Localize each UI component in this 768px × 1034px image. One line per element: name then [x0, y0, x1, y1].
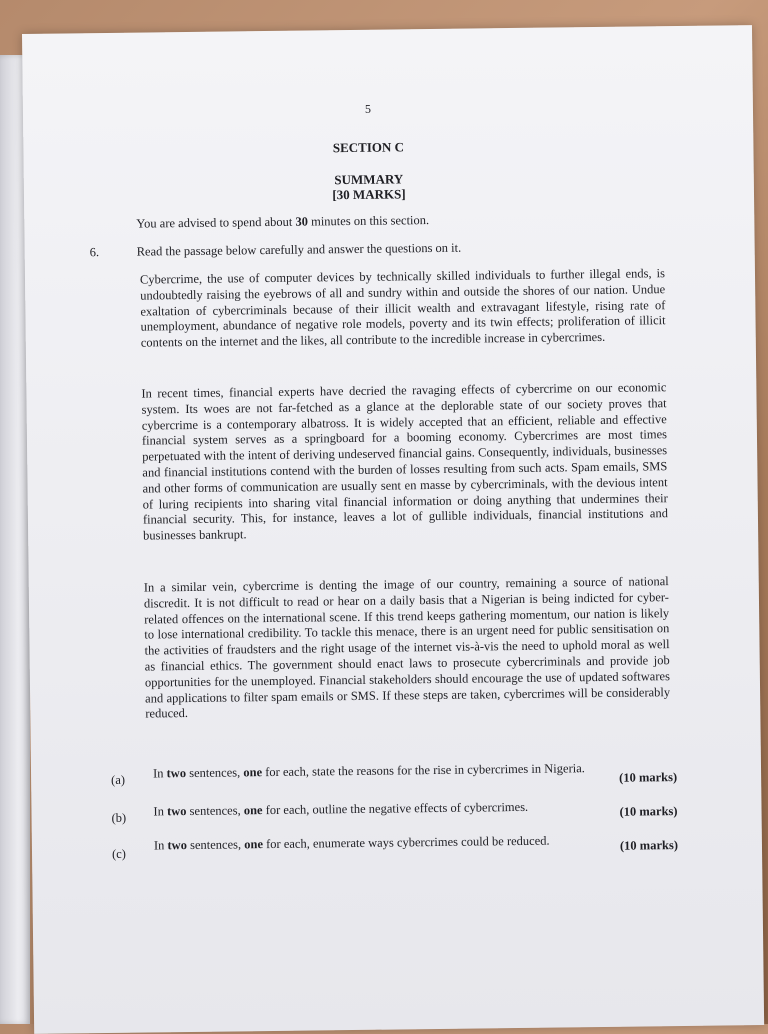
question-marks: (10 marks)	[619, 770, 678, 785]
summary-heading	[24, 168, 714, 206]
question-marks: (10 marks)	[619, 838, 679, 853]
question-label: (a)	[111, 772, 126, 787]
exam-page	[22, 25, 764, 1034]
question-label: (c)	[111, 846, 126, 861]
summary-marks: [30 MARKS]	[332, 186, 406, 203]
section-title: SECTION C	[332, 139, 405, 156]
time-advice: You are advised to spend about 30 minutes on this section.	[136, 213, 430, 231]
question-text: In two sentences, one for each, outline the negative effects of cybercrimes.	[153, 799, 529, 819]
summary-title: SUMMARY	[334, 171, 404, 188]
passage-paragraph-3: In a similar vein, cybercrime is denting the image of our country, remaining a source of national discredit. It is not difficult to read or hear on a daily basis that a Nigerian is being indicted for cyber-related offences on the international scene. If this trend keeps gathering momentum, our nation is likely to lose international credibility. To tackle this menace, there is an urgent need for public sensitisation on the activities of fraudsters and the right usage of the internet vis-à-vis the need to uphold moral as well as financial ethics. The government should enact laws to prosecute cybercriminals and provide job opportunities for the unemployed. Financial stakeholders should encourage the use of updated softwares and applications to filter spam emails or SMS. If these steps are taken, cybercrimes will be considerably reduced.	[143, 574, 671, 721]
advice-minutes: 30	[295, 214, 309, 229]
question-text: In two sentences, one for each, state the reasons for the rise in cybercrimes in Nigeria.	[152, 761, 585, 781]
page-content	[22, 25, 764, 1034]
question-text: In two sentences, one for each, enumerate ways cybercrimes could be reduced.	[153, 833, 550, 853]
question-label: (b)	[111, 810, 127, 825]
instruction: Read the passage below carefully and answer the questions on it.	[136, 240, 462, 259]
page-number: 5	[364, 101, 372, 116]
passage-paragraph-1: Cybercrime, the use of computer devices by technically skilled individuals to further illegal ends, is undoubtedly raising the eyebrows of all and sundry within and outside the shores of our nation. Undue exaltation of cybercriminals because of their illicit wealth and extravagant lifestyle, rising rate of unemployment, abundance of negative role models, poverty and its twin effects; proliferation of illicit contents on the internet and the likes, all contribute to the incredible increase in cybercrimes.	[139, 266, 666, 350]
question-marks: (10 marks)	[619, 804, 678, 819]
passage-paragraph-2: In recent times, financial experts have decried the ravaging effects of cybercrime on our economic system. Its woes are not far-fetched as a glance at the deplorable state of our society proves that cybercrime is a contemporary albatross. It is widely accepted that an efficient, reliable and effective financial system serves as a springboard for a booming economy. Cybercrimes are most times perpetuated with the intent of deriving undeserved financial gains. Consequently, individuals, businesses and financial institutions contend with the burden of losses resulting from such acts. Spam emails, SMS and other forms of communication are usually sent en masse by cybercriminals, with the devious intent of luring recipients into sharing vital financial information or doing anything that undermines their financial security. This, for instance, leaves a lot of gullible individuals, financial institutions and businesses bankrupt.	[141, 380, 668, 543]
question-number: 6.	[89, 245, 100, 260]
